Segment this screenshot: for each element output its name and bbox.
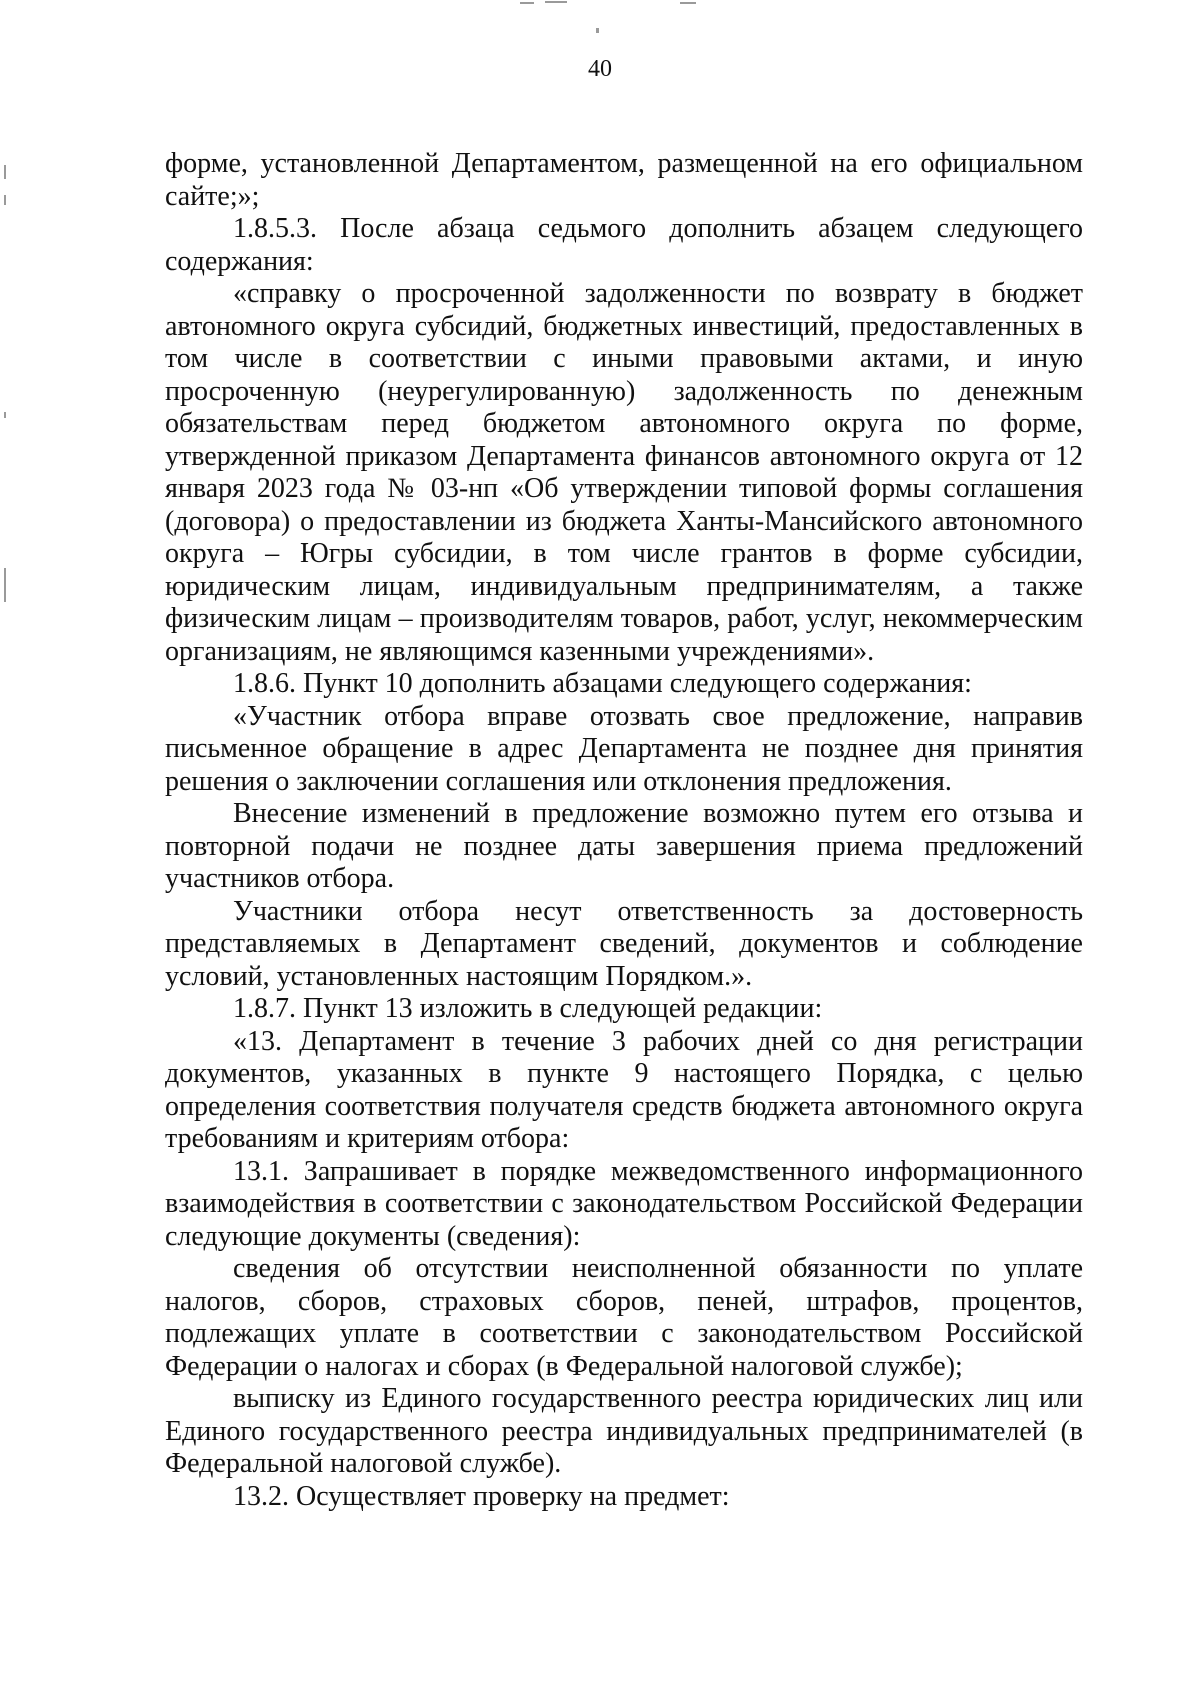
scan-artifact: [4, 165, 6, 179]
paragraph: 1.8.7. Пункт 13 изложить в следующей редакции:: [233, 993, 823, 1024]
scan-artifact: [545, 1, 567, 3]
paragraph: Участники отбора несут ответственность за достоверность представляемых в Департамент сведений, документов и соблюдение условий, установленных настоящим Порядком.».: [165, 895, 1083, 992]
document-body: [165, 148, 1083, 1513]
paragraph: 1.8.5.3. После абзаца седьмого дополнить абзацем следующего содержания:: [165, 213, 1083, 277]
scan-artifact: [520, 2, 534, 4]
scan-artifact: [4, 412, 6, 418]
scan-artifact: [680, 2, 696, 4]
paragraph: «13. Департамент в течение 3 рабочих дней со дня регистрации документов, указанных в пункте 9 настоящего Порядка, с целью определения соответствия получателя средств бюджета автономного округа требованиям и критериям отбора:: [165, 1025, 1083, 1154]
scan-artifact: [4, 195, 6, 205]
scan-artifact: [4, 568, 6, 602]
paragraph: сведения об отсутствии неисполненной обязанности по уплате налогов, сборов, страховых сборов, пеней, штрафов, процентов, подлежащих уплате в соответствии с законодательством Российской Федерации о налогах и сборах (в Федеральной налоговой службе);: [165, 1253, 1083, 1382]
paragraph: 13.1. Запрашивает в порядке межведомственного информационного взаимодействия в соответствии с законодательством Российской Федерации следующие документы (сведения):: [165, 1155, 1083, 1252]
paragraph: 13.2. Осуществляет проверку на предмет:: [233, 1480, 730, 1512]
paragraph: «справку о просроченной задолженности по возврату в бюджет автономного округа субсидий, бюджетных инвестиций, предоставленных в том числе в соответствии с иными правовыми актами, и иную просроченную (неурегулированную) задолженность по денежным обязательствам перед бюджетом автономного округа по форме, утвержденной приказом Департамента финансов автономного округа от 12 января 2023 года № 03-нп «Об утверждении типовой формы соглашения (договора) о предоставлении из бюджета Ханты-Мансийского автономного округа – Югры субсидии, в том числе грантов в форме субсидии, юридическим лицам, индивидуальным предпринимателям, а также физическим лицам – производителям товаров, работ, услуг, некоммерческим организациям, не являющимся казенными учреждениями».: [165, 278, 1083, 667]
paragraph: «Участник отбора вправе отозвать свое предложение, направив письменное обращение в адрес Департамента не позднее дня принятия решения о заключении соглашения или отклонения предложения.: [165, 700, 1083, 797]
paragraph: Внесение изменений в предложение возможно путем его отзыва и повторной подачи не позднее даты завершения приема предложений участников отбора.: [165, 798, 1083, 894]
page-number: 40: [588, 56, 612, 82]
paragraph: 1.8.6. Пункт 10 дополнить абзацами следующего содержания:: [233, 668, 972, 699]
paragraph: выписку из Единого государственного реестра юридических лиц или Единого государственного реестра индивидуальных предпринимателей (в Федеральной налоговой службе).: [165, 1383, 1083, 1479]
scan-artifact: [596, 28, 599, 33]
paragraph: форме, установленной Департаментом, размещенной на его официальном сайте;»;: [165, 148, 1083, 212]
